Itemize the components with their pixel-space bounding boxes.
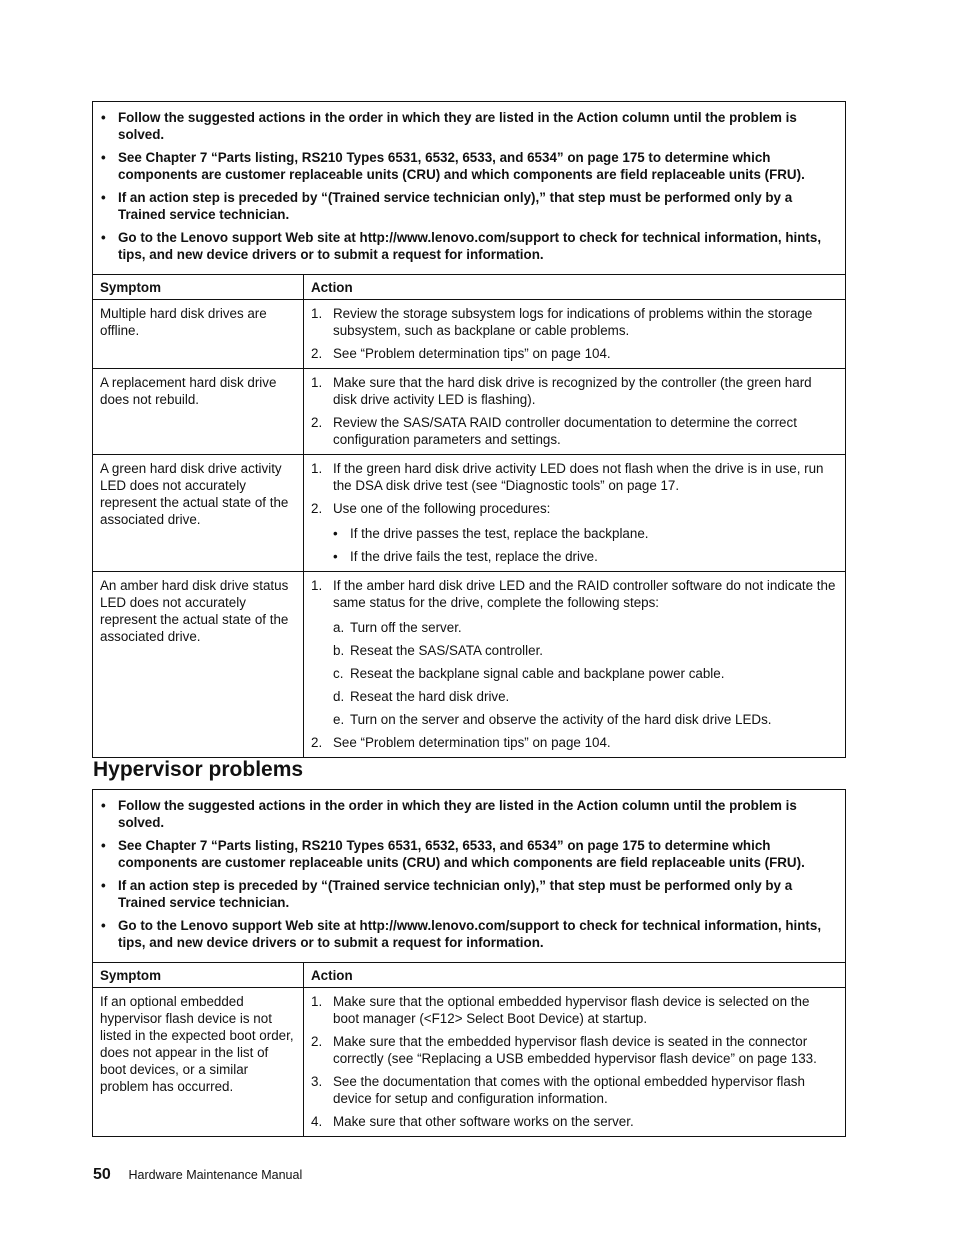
sub-step-text: Reseat the backplane signal cable and backplane power cable. [350, 666, 725, 681]
hypervisor-rows [93, 988, 846, 1137]
action-step [311, 1073, 839, 1107]
note-item: • If an action step is preceded by “(Trained service technician only),” that step must be performed only by a Trained service technician. [101, 189, 837, 223]
hypervisor-problems-table [92, 789, 846, 1137]
step-text: Make sure that other software works on the server. [333, 1114, 634, 1129]
action-step [311, 577, 839, 728]
table-row [93, 369, 846, 455]
page-footer [93, 1166, 302, 1184]
action-steps [311, 305, 839, 362]
sub-step-text: Reseat the hard disk drive. [350, 689, 510, 704]
symptom-cell: A green hard disk drive activity LED does not accurately represent the actual state of the associated drive. [93, 455, 304, 572]
sub-step [333, 711, 839, 728]
page-number: 50 [93, 1166, 111, 1183]
note-item: • Go to the Lenovo support Web site at http://www.lenovo.com/support to check for technical information, hints, tips, and new device drivers or to submit a request for information. [101, 917, 837, 951]
step-number: 2. [311, 1034, 323, 1049]
sub-step-text: Turn on the server and observe the activity of the hard disk drive LEDs. [350, 712, 772, 727]
action-column-header: Action [304, 963, 846, 988]
step-number: 2. [311, 346, 323, 361]
note-item: • See Chapter 7 “Parts listing, RS210 Types 6531, 6532, 6533, and 6534” on page 175 to determine which components are customer replaceable units (CRU) and which components are field replaceable units (FRU). [101, 149, 837, 183]
sub-step-text: Reseat the SAS/SATA controller. [350, 643, 544, 658]
step-text: Review the SAS/SATA RAID controller documentation to determine the correct configuration parameters and settings. [333, 415, 797, 447]
step-text: Make sure that the embedded hypervisor flash device is seated in the connector correctly (see “Replacing a USB embedded hypervisor flash device” on page 133. [333, 1034, 817, 1066]
step-number: 2. [311, 415, 323, 430]
hypervisor-section-heading: Hypervisor problems [93, 758, 304, 781]
action-steps [311, 993, 839, 1130]
step-number: 3. [311, 1074, 323, 1089]
symptom-cell: Multiple hard disk drives are offline. [93, 300, 304, 369]
sub-step-marker: a. [333, 620, 345, 635]
step-text: Review the storage subsystem logs for indications of problems within the storage subsystem, such as backplane or cable problems. [333, 306, 813, 338]
action-step [311, 414, 839, 448]
note-item: • Follow the suggested actions in the order in which they are listed in the Action column until the problem is solved. [101, 797, 837, 831]
action-step [311, 500, 839, 565]
action-cell [304, 369, 846, 455]
sub-step-marker: b. [333, 643, 345, 658]
action-step [311, 374, 839, 408]
step-number: 2. [311, 735, 323, 750]
step-text: Make sure that the hard disk drive is recognized by the controller (the green hard disk drive activity LED is flashing). [333, 375, 812, 407]
notes-list [101, 797, 837, 951]
sub-step-text: If the drive fails the test, replace the drive. [350, 549, 598, 564]
step-text: If the green hard disk drive activity LED does not flash when the drive is in use, run the DSA disk drive test (see “Diagnostic tools” on page 17. [333, 461, 824, 493]
action-cell [304, 988, 846, 1137]
sub-step [333, 525, 839, 542]
table-row [93, 988, 846, 1137]
action-cell [304, 455, 846, 572]
action-step [311, 993, 839, 1027]
action-step [311, 1113, 839, 1130]
step-number: 1. [311, 994, 323, 1009]
sub-step-text: Turn off the server. [350, 620, 462, 635]
manual-title: Hardware Maintenance Manual [128, 1168, 303, 1182]
sub-steps [333, 525, 839, 565]
sub-step-marker: e. [333, 712, 345, 727]
action-step [311, 305, 839, 339]
hard-disk-rows [93, 300, 846, 758]
sub-step [333, 642, 839, 659]
sub-steps [333, 619, 839, 728]
step-number: 4. [311, 1114, 323, 1129]
general-notes [93, 102, 846, 275]
symptom-cell: If an optional embedded hypervisor flash device is not listed in the expected boot order, does not appear in the list of boot devices, or a similar problem has occurred. [93, 988, 304, 1137]
action-steps [311, 460, 839, 565]
note-item: • If an action step is preceded by “(Trained service technician only),” that step must be performed only by a Trained service technician. [101, 877, 837, 911]
sub-step-marker: • [333, 526, 338, 541]
action-step [311, 345, 839, 362]
note-item: • Go to the Lenovo support Web site at http://www.lenovo.com/support to check for technical information, hints, tips, and new device drivers or to submit a request for information. [101, 229, 837, 263]
step-text: See “Problem determination tips” on page 104. [333, 346, 611, 361]
table-row [93, 300, 846, 369]
step-text: If the amber hard disk drive LED and the RAID controller software do not indicate the same status for the drive, complete the following steps: [333, 578, 836, 610]
note-item: • See Chapter 7 “Parts listing, RS210 Types 6531, 6532, 6533, and 6534” on page 175 to determine which components are customer replaceable units (CRU) and which components are field replaceable units (FRU). [101, 837, 837, 871]
sub-step [333, 619, 839, 636]
sub-step-text: If the drive passes the test, replace the backplane. [350, 526, 649, 541]
symptom-cell: An amber hard disk drive status LED does not accurately represent the actual state of the associated drive. [93, 572, 304, 758]
step-number: 1. [311, 375, 323, 390]
sub-step [333, 665, 839, 682]
sub-step-marker: c. [333, 666, 344, 681]
general-notes [93, 790, 846, 963]
action-column-header: Action [304, 275, 846, 300]
action-steps [311, 374, 839, 448]
sub-step [333, 548, 839, 565]
table-row [93, 572, 846, 758]
sub-step-marker: • [333, 549, 338, 564]
symptom-cell: A replacement hard disk drive does not rebuild. [93, 369, 304, 455]
action-step [311, 734, 839, 751]
step-text: Make sure that the optional embedded hypervisor flash device is selected on the boot manager (<F12> Select Boot Device) at startup. [333, 994, 810, 1026]
action-step [311, 460, 839, 494]
step-text: See the documentation that comes with the optional embedded hypervisor flash device for setup and configuration information. [333, 1074, 805, 1106]
hard-disk-problems-table [92, 101, 846, 758]
notes-list [101, 109, 837, 263]
symptom-column-header: Symptom [93, 275, 304, 300]
action-cell [304, 300, 846, 369]
step-number: 1. [311, 578, 323, 593]
step-number: 1. [311, 306, 323, 321]
action-steps [311, 577, 839, 751]
step-number: 2. [311, 501, 323, 516]
action-cell [304, 572, 846, 758]
action-step [311, 1033, 839, 1067]
sub-step-marker: d. [333, 689, 345, 704]
table-header-row [93, 275, 846, 300]
table-row [93, 455, 846, 572]
sub-step [333, 688, 839, 705]
step-text: See “Problem determination tips” on page 104. [333, 735, 611, 750]
symptom-column-header: Symptom [93, 963, 304, 988]
step-text: Use one of the following procedures: [333, 501, 551, 516]
note-item: • Follow the suggested actions in the order in which they are listed in the Action column until the problem is solved. [101, 109, 837, 143]
step-number: 1. [311, 461, 323, 476]
table-header-row [93, 963, 846, 988]
